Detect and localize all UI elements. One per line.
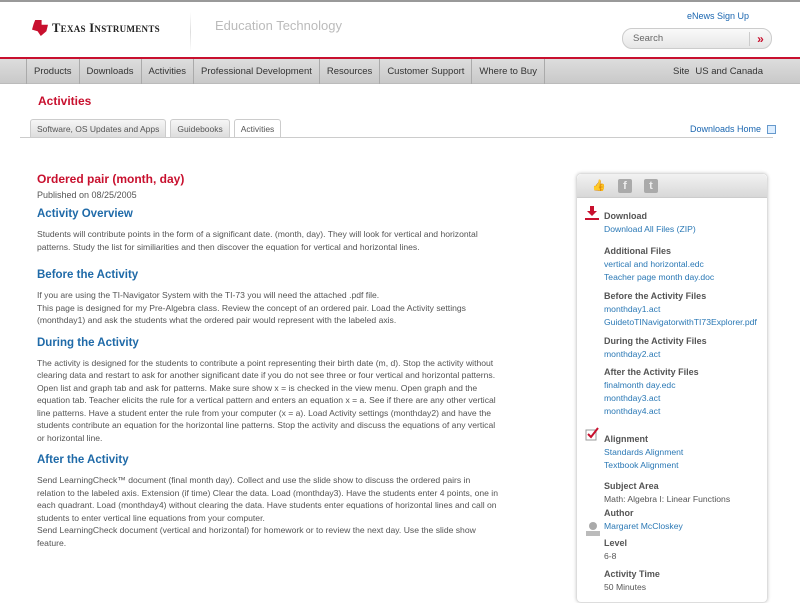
- text-line: This page is designed for my Pre-Algebra class. Review the concept of an ordered pair. Load the Activity settings: [37, 302, 466, 313]
- download-all-link[interactable]: Download All Files (ZIP): [604, 224, 696, 234]
- download-section: [604, 211, 696, 234]
- text-line: 50 Minutes: [604, 582, 647, 592]
- text-line: During the Activity Files: [604, 336, 707, 346]
- text-line: each quadrant. Load (monthday4) without clearing the data. Have students enter equations of horizontal lines and call on: [37, 500, 497, 510]
- enews-signup-link[interactable]: eNews Sign Up: [687, 11, 750, 21]
- alignment-section: [604, 434, 683, 470]
- text-line: 6-8: [604, 551, 617, 561]
- level-section: [604, 538, 627, 561]
- section-heading: Before the Activity: [37, 269, 139, 281]
- author-link[interactable]: Margaret McCloskey: [604, 521, 683, 531]
- author-icon: [585, 521, 601, 537]
- nav-products[interactable]: Products: [26, 59, 80, 84]
- standards-alignment-link[interactable]: Standards Alignment: [604, 447, 684, 457]
- text-line: patterns. Study the list for similiarities and then discover the equation for vertical and horizontal lines.: [37, 241, 420, 252]
- social-bar: [577, 174, 767, 198]
- section-heading: Activity Overview: [37, 208, 133, 220]
- site-value[interactable]: US and Canada: [695, 66, 763, 77]
- before-files: [604, 291, 757, 327]
- tab-guidebooks[interactable]: Guidebooks: [170, 119, 229, 137]
- download-icon: [585, 206, 599, 220]
- additional-files: [604, 246, 714, 282]
- page-heading: Activities: [38, 94, 92, 108]
- during-files: [604, 336, 707, 359]
- activity-time: [604, 569, 660, 592]
- section-heading: After the Activity: [37, 454, 129, 466]
- text-line: (monthday1) and ask the students what the ordered pair would represent with the labeled axis.: [37, 315, 397, 325]
- text-line: The activity is designed for the students to contribute a point representing their birth date (m, d). Stop the activity without: [37, 357, 494, 368]
- file-link[interactable]: monthday4.act: [604, 406, 661, 416]
- nav-downloads[interactable]: Downloads: [80, 59, 142, 84]
- tab-software[interactable]: Software, OS Updates and Apps: [30, 119, 166, 137]
- subject-area: [604, 481, 730, 504]
- search-box[interactable]: [622, 28, 772, 49]
- file-link[interactable]: GuidetoTINavigatorwithTI73Explorer.pdf: [604, 317, 757, 327]
- tab-activities[interactable]: Activities: [234, 119, 282, 138]
- text-line: equation tab. Teacher elicits the rule for a vertical pattern and enters an equation x = a. See if there are any other vertical: [37, 395, 496, 405]
- text-line: line patterns. Have a student enter the rule from your computer (x = a). Load Activity settings (monthday2) and have the: [37, 407, 492, 418]
- during-text: [37, 357, 547, 445]
- activity-content: [37, 172, 547, 559]
- checkbox-icon: [585, 427, 599, 441]
- ti-logo-icon: [32, 20, 48, 36]
- search-go-button[interactable]: »: [749, 32, 771, 46]
- sidebar: [576, 173, 768, 603]
- home-icon: [767, 125, 776, 134]
- file-link[interactable]: finalmonth day.edc: [604, 380, 676, 390]
- before-text: [37, 289, 547, 327]
- text-line: clearing data and restart to ask for another significant date if you do not see three or four vertical and horizontal patterns.: [37, 370, 496, 380]
- downloads-home-label: Downloads Home: [690, 124, 762, 134]
- text-line: Students will contribute points in the form of a significant date. (month, day). They will look for vertical and horizontal: [37, 229, 478, 239]
- site-label: Site: [673, 66, 690, 77]
- text-line: Additional Files: [604, 246, 672, 256]
- text-line: Download: [604, 211, 647, 221]
- text-line: Send LearningCheck document (vertical and horizontal) for homework or to review the next day. Use the slide show: [37, 525, 476, 535]
- text-line: Math: Algebra I: Linear Functions: [604, 494, 731, 504]
- twitter-icon[interactable]: t: [644, 179, 658, 193]
- ti-logo[interactable]: [32, 20, 160, 36]
- text-line: Send LearningCheck™ document (final month day). Collect and use the slide show to discuss the ordered pairs in: [37, 475, 471, 485]
- textbook-alignment-link[interactable]: Textbook Alignment: [604, 460, 679, 470]
- file-link[interactable]: vertical and horizontal.edc: [604, 259, 704, 269]
- after-text: [37, 474, 547, 549]
- text-line: If you are using the TI-Navigator System with the TI-73 you will need the attached .pdf file.: [37, 290, 380, 300]
- nav-activities[interactable]: Activities: [142, 59, 194, 84]
- text-line: Alignment: [604, 434, 648, 444]
- section-heading: During the Activity: [37, 336, 139, 349]
- text-line: Level: [604, 538, 628, 548]
- author-section: [604, 508, 683, 531]
- like-icon[interactable]: 👍: [592, 179, 606, 192]
- facebook-icon[interactable]: f: [618, 179, 632, 193]
- text-line: students to enter vertical line equations from your computer.: [37, 512, 265, 523]
- section-title: Education Technology: [215, 18, 342, 33]
- text-line: or horizontal line.: [37, 432, 103, 443]
- nav-professional-development[interactable]: Professional Development: [194, 59, 320, 84]
- site-selector[interactable]: [673, 66, 763, 77]
- text-line: feature.: [37, 537, 67, 548]
- text-line: Activity Time: [604, 569, 660, 579]
- tab-underline: [20, 137, 773, 138]
- file-link[interactable]: monthday1.act: [604, 304, 661, 314]
- overview-text: [37, 228, 547, 253]
- search-input[interactable]: Search: [633, 33, 664, 44]
- top-border: [0, 0, 800, 2]
- text-line: Subject Area: [604, 481, 659, 491]
- tab-bar: [30, 119, 281, 138]
- text-line: After the Activity Files: [604, 367, 699, 377]
- file-link[interactable]: monthday2.act: [604, 349, 661, 359]
- after-files: [604, 367, 699, 416]
- activity-title: Ordered pair (month, day): [37, 172, 185, 186]
- file-link[interactable]: Teacher page month day.doc: [604, 272, 715, 282]
- text-line: Before the Activity Files: [604, 291, 707, 301]
- nav-resources[interactable]: Resources: [320, 59, 380, 84]
- divider: [190, 12, 191, 52]
- nav-customer-support[interactable]: Customer Support: [380, 59, 472, 84]
- text-line: Open list and graph tab and ask for patterns. Make sure show x = is checked in the view menu. Open graph and the: [37, 382, 478, 393]
- file-link[interactable]: monthday3.act: [604, 393, 661, 403]
- text-line: students contribute an equation for the horizontal line patterns. Stop the activity and discuss the equations of any vertical: [37, 420, 496, 430]
- text-line: relation to the labeled axis. Extension (if time) Clear the data. Load (monthday3). Have the students enter 4 points, one in: [37, 487, 498, 498]
- downloads-home-link[interactable]: [690, 124, 776, 134]
- text-line: Author: [604, 508, 634, 518]
- brand-name: Texas Instruments: [52, 20, 160, 35]
- nav-where-to-buy[interactable]: Where to Buy: [472, 59, 545, 84]
- published-date: Published on 08/25/2005: [37, 190, 137, 200]
